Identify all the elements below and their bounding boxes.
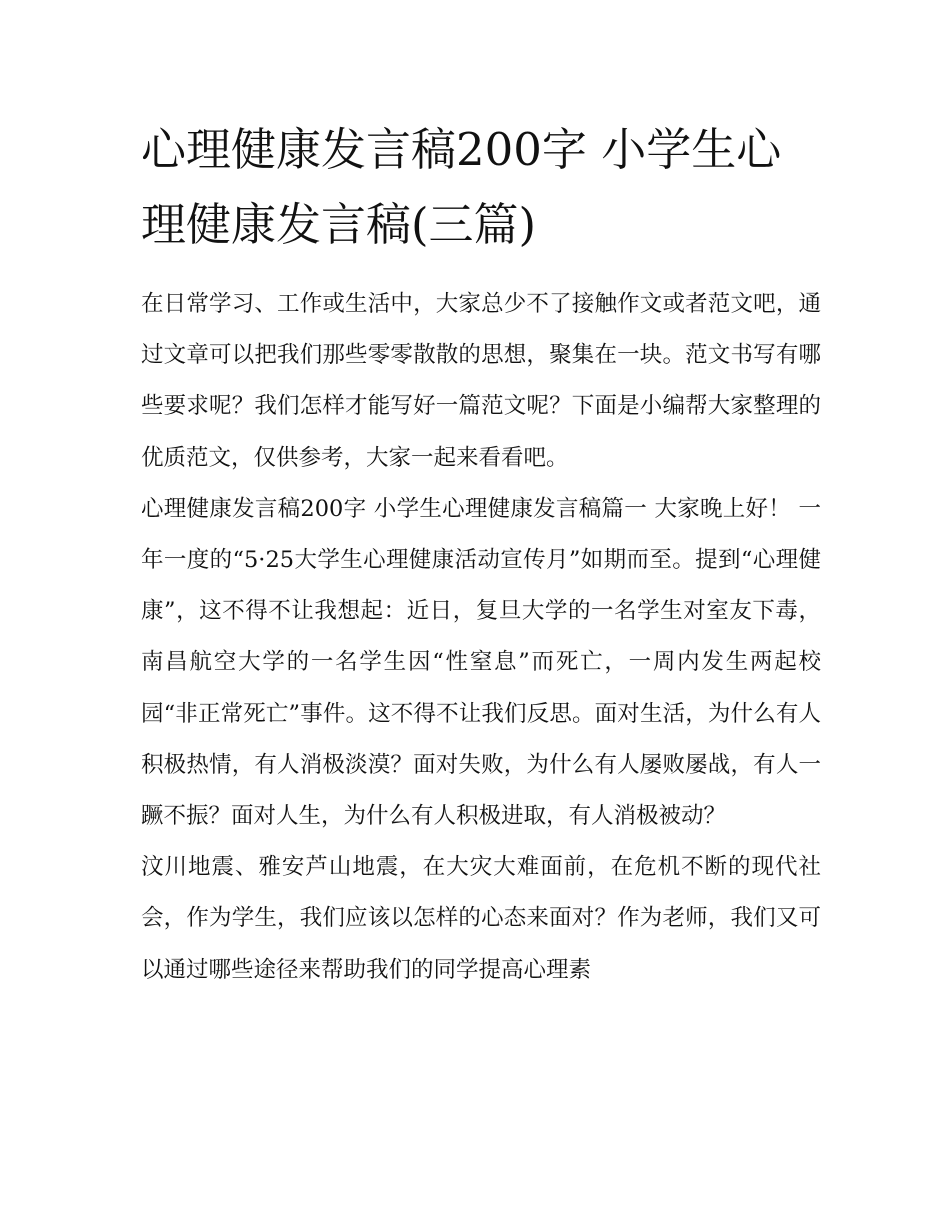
document-body — [141, 112, 821, 996]
speech-paragraph-2: 汶川地震、雅安芦山地震，在大灾大难面前，在危机不断的现代社会，作为学生，我们应该以怎样的心态来面对？作为老师，我们又可以通过哪些途径来帮助我们的同学提高心理素 — [141, 854, 821, 983]
speech-paragraph-1: 心理健康发言稿200字 小学生心理健康发言稿篇一 大家晚上好！ 一年一度的“5·25大学生心理健康活动宣传月”如期而至。提到“心理健康”，这不得不让我想起：近日，复旦大学的一名学生对室友下毒，南昌航空大学的一名学生因“性窒息”而死亡，一周内发生两起校园“非正常死亡”事件。这不得不让我们反思。面对生活，为什么有人积极热情，有人消极淡漠？面对失败，为什么有人屡败屡战，有人一蹶不振？面对人生，为什么有人积极进取，有人消极被动？ — [141, 495, 821, 830]
intro-paragraph: 在日常学习、工作或生活中，大家总少不了接触作文或者范文吧，通过文章可以把我们那些零零散散的思想，聚集在一块。范文书写有哪些要求呢？我们怎样才能写好一篇范文呢？下面是小编帮大家整理的优质范文，仅供参考，大家一起来看看吧。 — [141, 291, 821, 471]
document-title: 心理健康发言稿200字 小学生心理健康发言稿(三篇) — [141, 123, 782, 251]
